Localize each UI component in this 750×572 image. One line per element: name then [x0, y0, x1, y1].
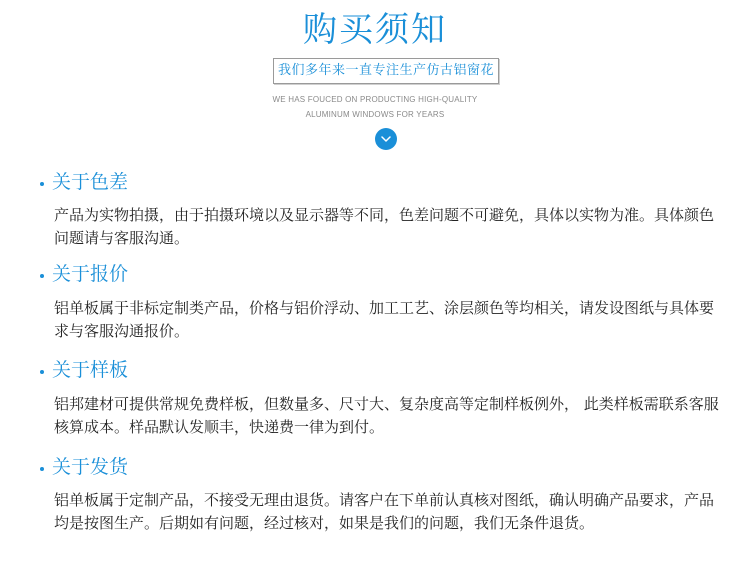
section-body-samples: 铝邦建材可提供常规免费样板，但数量多、尺寸大、复杂度高等定制样板例外， 此类样板需联系客服核算成本。样品默认发顺丰，快递费一律为到付。	[54, 395, 719, 436]
section-heading-text: 关于样板	[52, 359, 129, 381]
section-heading-color-difference	[40, 170, 128, 194]
section-body-quotation: 铝单板属于非标定制类产品，价格与铝价浮动、加工工艺、涂层颜色等均相关，请发设图纸与具体要求与客服沟通报价。	[54, 299, 715, 340]
bullet-dot-icon	[40, 467, 44, 471]
subtitle-box: 我们多年来一直专注生产仿古铝窗花	[273, 58, 499, 84]
section-heading-quotation	[40, 262, 128, 286]
purchase-notice-header	[0, 0, 750, 160]
english-slogan-line-1: WE HAS FOUCED ON PRODUCTING HIGH-QUALITY	[272, 95, 478, 104]
section-heading-text: 关于发货	[52, 456, 129, 478]
section-heading-text: 关于报价	[52, 263, 129, 285]
chevron-down-glyph	[381, 136, 391, 142]
section-heading-text: 关于色差	[52, 171, 129, 193]
bullet-dot-icon	[40, 370, 44, 374]
section-heading-samples	[40, 358, 128, 382]
section-body-color-difference: 产品为实物拍摄，由于拍摄环境以及显示器等不同，色差问题不可避免，具体以实物为准。具体颜色问题请与客服沟通。	[54, 206, 715, 247]
english-slogan-line-2: ALUMINUM WINDOWS FOR YEARS	[305, 110, 445, 119]
bullet-dot-icon	[40, 274, 44, 278]
section-body-shipping: 铝单板属于定制产品，不接受无理由退货。请客户在下单前认真核对图纸，确认明确产品要求，产品均是按图生产。后期如有问题，经过核对，如果是我们的问题，我们无条件退货。	[54, 491, 715, 532]
chevron-down-icon	[375, 128, 397, 150]
page-title: 购买须知	[303, 10, 447, 50]
bullet-dot-icon	[40, 182, 44, 186]
section-heading-shipping	[40, 455, 128, 479]
